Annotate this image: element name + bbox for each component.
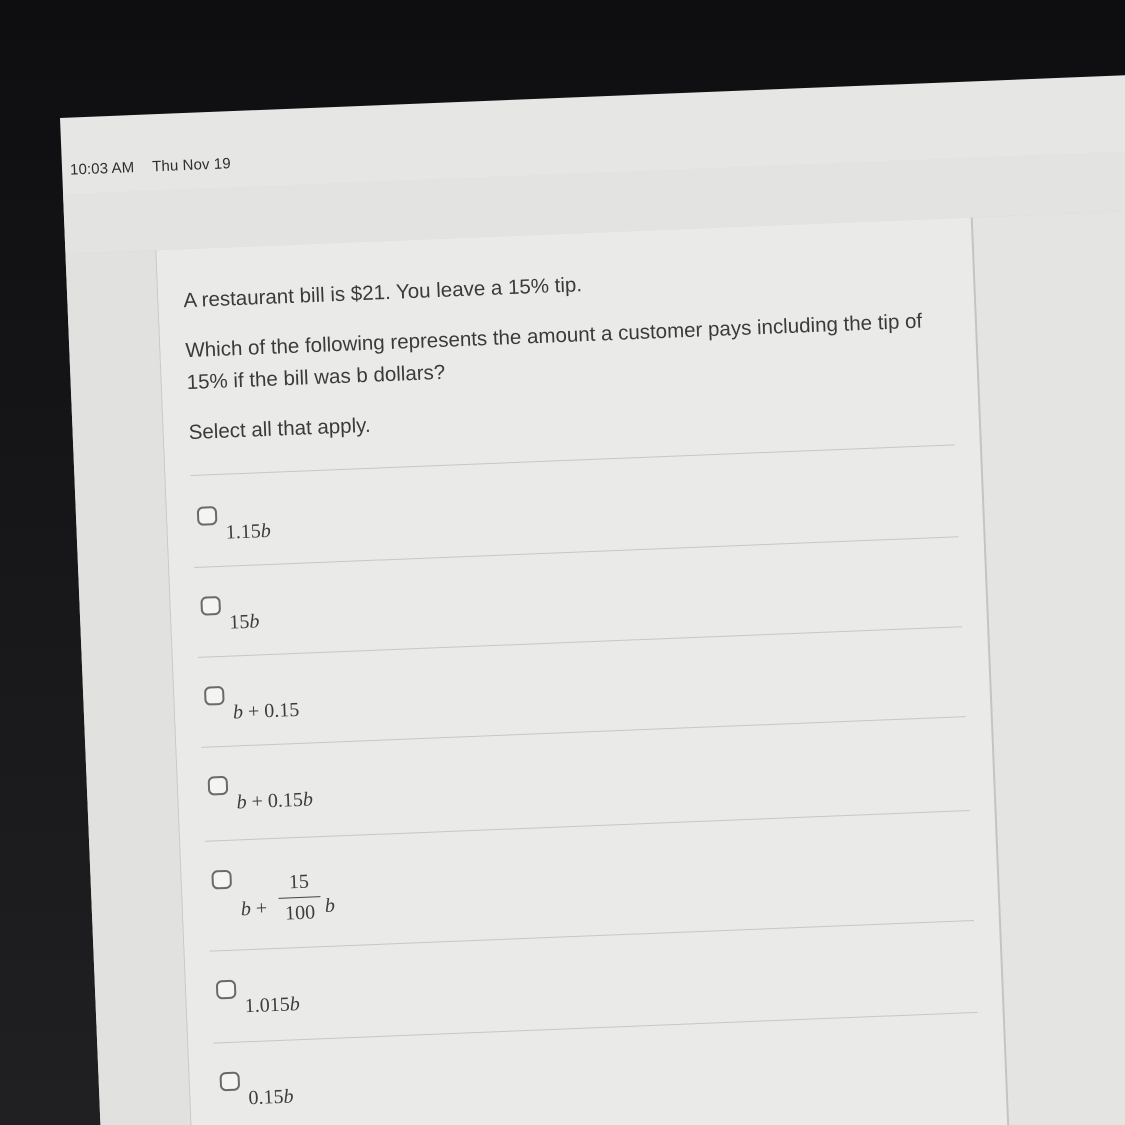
checkbox-option-5[interactable]: [211, 870, 232, 890]
option-4[interactable]: [208, 749, 910, 837]
status-time: 10:03 AM: [69, 159, 135, 179]
option-4-label: b + 0.15b: [236, 788, 314, 814]
option-6[interactable]: [216, 952, 918, 1040]
status-date: Thu Nov 19: [151, 155, 232, 176]
question-line-2: Which of the following represents the amount a customer pays including the tip of 15% if the bill was b dollars?: [184, 309, 923, 395]
question-instruction: Select all that apply.: [188, 413, 371, 445]
option-6-label: 1.015b: [244, 993, 301, 1018]
question-card: [156, 217, 1012, 1125]
option-3-label: b + 0.15: [232, 698, 300, 724]
tablet-screen: [60, 70, 1125, 1125]
status-bar: [70, 155, 245, 179]
option-1-label: 1.15b: [225, 519, 272, 544]
checkbox-option-3[interactable]: [204, 686, 225, 706]
option-5[interactable]: b + 15 100 b: [211, 842, 914, 950]
option-7[interactable]: [219, 1044, 921, 1125]
checkbox-option-4[interactable]: [208, 776, 229, 796]
checkbox-option-6[interactable]: [216, 980, 237, 1000]
checkbox-option-1[interactable]: [197, 506, 218, 526]
checkbox-option-7[interactable]: [219, 1072, 240, 1092]
checkbox-option-2[interactable]: [200, 596, 221, 616]
option-2-label: 15b: [228, 610, 260, 634]
option-7-label: 0.15b: [248, 1085, 294, 1110]
fraction: 15 100: [277, 870, 321, 925]
question-line-1: A restaurant bill is $21. You leave a 15% tip.: [182, 273, 583, 313]
question-text: [183, 255, 950, 467]
